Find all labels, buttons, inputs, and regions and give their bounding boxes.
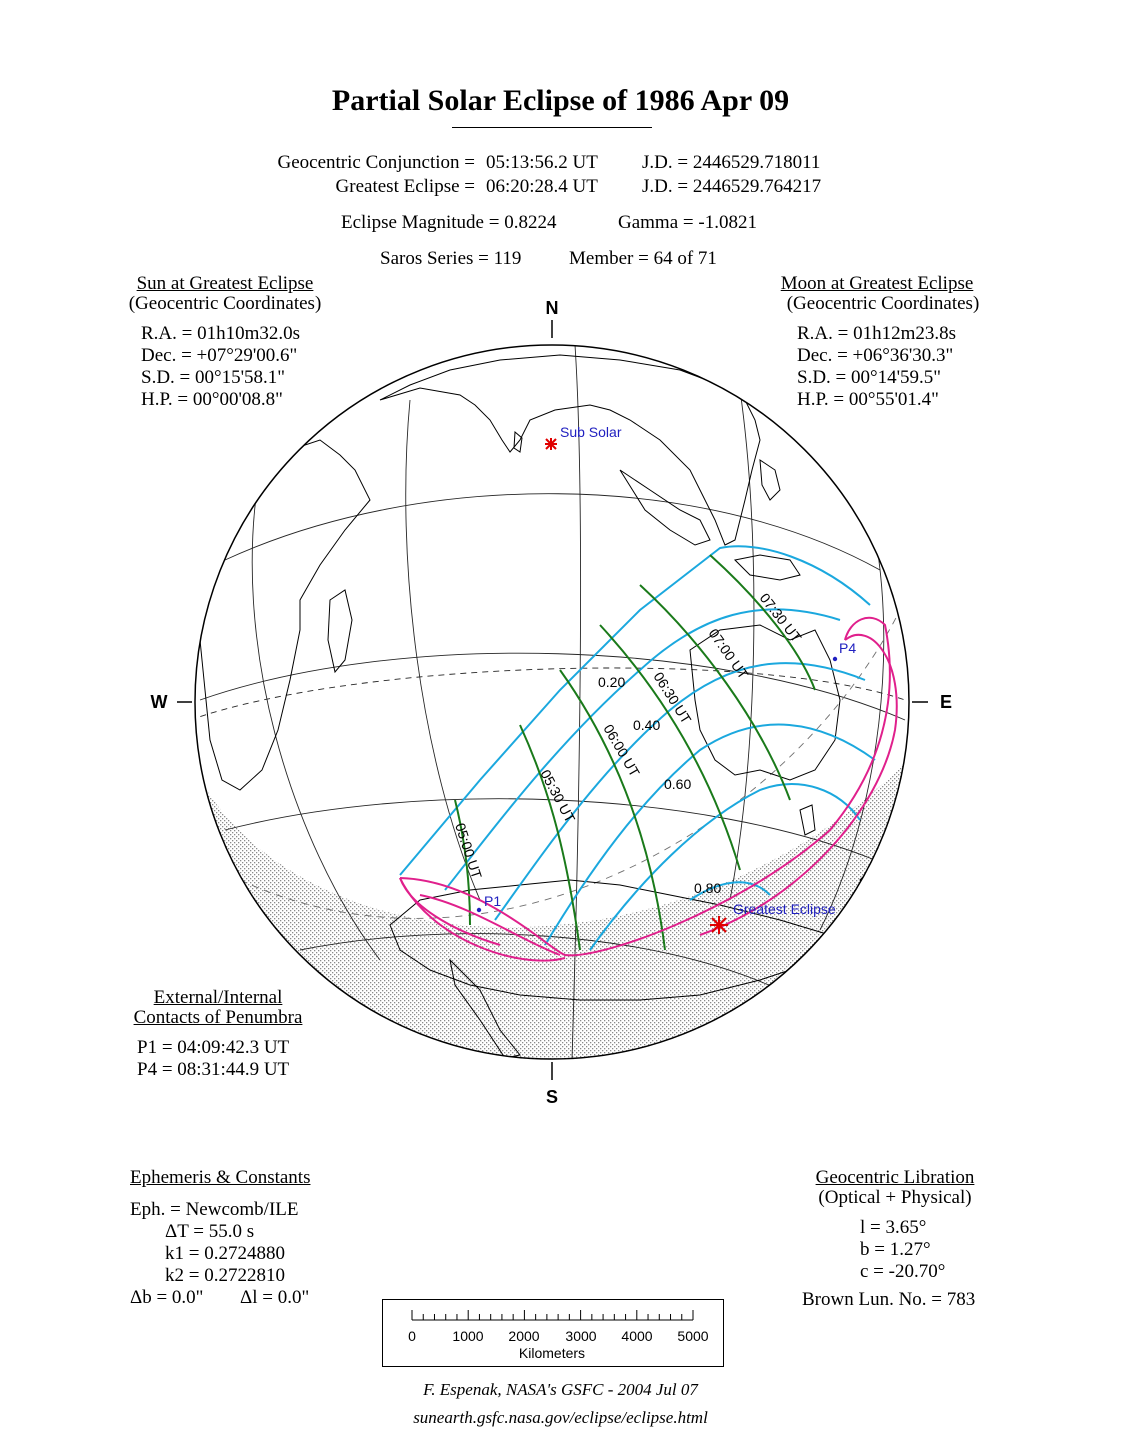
- sun-sd: S.D. = 00°15'58.1": [141, 367, 286, 388]
- scale-tick-label: 3000: [565, 1328, 597, 1344]
- contacts-heading-2: Contacts of Penumbra: [133, 1007, 303, 1028]
- page-title: Partial Solar Eclipse of 1986 Apr 09: [331, 84, 790, 117]
- p4-marker: [833, 657, 837, 661]
- scale-unit-label: Kilometers: [518, 1345, 586, 1361]
- magnitude-label-0-40: 0.40: [633, 717, 661, 733]
- p1-marker: [477, 908, 481, 912]
- p4-label: P4: [839, 640, 857, 656]
- title-rule: [452, 127, 652, 128]
- time-label-0500: 05:00 UT: [452, 820, 486, 881]
- night-shading: [150, 640, 1000, 1100]
- time-label-0630: 06:30 UT: [650, 669, 695, 727]
- time-label-0700: 07:00 UT: [705, 625, 752, 682]
- conjunction-jd: J.D. = 2446529.718011: [642, 152, 821, 173]
- contacts-heading-1: External/Internal: [153, 987, 283, 1008]
- north-label: N: [545, 298, 559, 318]
- scale-ruler: [383, 1300, 723, 1366]
- ephemeris-k1: k1 = 0.2724880: [165, 1243, 285, 1264]
- scale-tick-label: 0: [408, 1328, 416, 1344]
- time-label-0600: 06:00 UT: [600, 721, 644, 780]
- magnitude-label-0-60: 0.60: [664, 776, 692, 792]
- scale-tick-label: 2000: [508, 1328, 540, 1344]
- sub-solar-label: Sub Solar: [560, 424, 622, 440]
- moon-dec: Dec. = +06°36'30.3": [797, 345, 954, 366]
- eclipse-magnitude: Eclipse Magnitude = 0.8224: [341, 212, 557, 233]
- scale-tick-label: 4000: [621, 1328, 653, 1344]
- sub-solar-marker: [545, 438, 557, 450]
- west-label: W: [150, 692, 168, 712]
- libration-b: b = 1.27°: [860, 1239, 931, 1260]
- libration-l: l = 3.65°: [860, 1217, 927, 1238]
- p1-label: P1: [484, 893, 502, 909]
- sun-subheading: (Geocentric Coordinates): [128, 293, 322, 314]
- moon-subheading: (Geocentric Coordinates): [786, 293, 980, 314]
- ephemeris-k2: k2 = 0.2722810: [165, 1265, 285, 1286]
- saros-member: Member = 64 of 71: [569, 248, 717, 269]
- moon-sd: S.D. = 00°14'59.5": [797, 367, 942, 388]
- sun-dec: Dec. = +07°29'00.6": [141, 345, 298, 366]
- sun-ra: R.A. = 01h10m32.0s: [141, 323, 301, 344]
- credit-url[interactable]: sunearth.gsfc.nasa.gov/eclipse/eclipse.html: [413, 1408, 708, 1427]
- contact-p1: P1 = 04:09:42.3 UT: [137, 1037, 290, 1058]
- gamma: Gamma = -1.0821: [618, 212, 757, 233]
- greatest-eclipse-label: Greatest Eclipse =: [335, 176, 475, 197]
- conjunction-label: Geocentric Conjunction =: [277, 152, 475, 173]
- east-label: E: [939, 692, 953, 712]
- libration-heading: Geocentric Libration: [815, 1167, 975, 1188]
- libration-c: c = -20.70°: [860, 1261, 946, 1282]
- ephemeris-delta-l: Δl = 0.0": [240, 1287, 310, 1308]
- libration-subheading: (Optical + Physical): [818, 1187, 972, 1208]
- magnitude-label-0-80: 0.80: [694, 880, 722, 896]
- conjunction-time: 05:13:56.2 UT: [486, 152, 598, 173]
- ephemeris-delta-b: Δb = 0.0": [130, 1287, 204, 1308]
- greatest-eclipse-time: 06:20:28.4 UT: [486, 176, 598, 197]
- time-label-0730: 07:30 UT: [756, 589, 805, 646]
- magnitude-label-0-20: 0.20: [598, 674, 626, 690]
- moon-heading: Moon at Greatest Eclipse: [780, 273, 974, 294]
- contact-p4: P4 = 08:31:44.9 UT: [137, 1059, 290, 1080]
- distance-scale: [382, 1299, 724, 1367]
- south-label: S: [545, 1087, 559, 1107]
- ephemeris-heading: Ephemeris & Constants: [130, 1167, 311, 1188]
- scale-tick-label: 1000: [452, 1328, 484, 1344]
- brown-lunation-number: Brown Lun. No. = 783: [802, 1289, 976, 1310]
- moon-ra: R.A. = 01h12m23.8s: [797, 323, 957, 344]
- scale-tick-label: 5000: [677, 1328, 709, 1344]
- greatest-eclipse-label: Greatest Eclipse: [733, 901, 836, 917]
- time-label-0530: 05:30 UT: [537, 766, 579, 826]
- credit-author: F. Espenak, NASA's GSFC - 2004 Jul 07: [423, 1380, 698, 1399]
- sun-heading: Sun at Greatest Eclipse: [136, 273, 314, 294]
- saros-series: Saros Series = 119: [380, 248, 522, 269]
- ephemeris-delta-t: ΔT = 55.0 s: [165, 1221, 255, 1242]
- greatest-eclipse-jd: J.D. = 2446529.764217: [642, 176, 822, 197]
- greatest-eclipse-marker: [710, 916, 728, 934]
- ephemeris-eph: Eph. = Newcomb/ILE: [130, 1199, 299, 1220]
- scale-ticks: [412, 1310, 693, 1320]
- sun-hp: H.P. = 00°00'08.8": [141, 389, 283, 410]
- moon-hp: H.P. = 00°55'01.4": [797, 389, 939, 410]
